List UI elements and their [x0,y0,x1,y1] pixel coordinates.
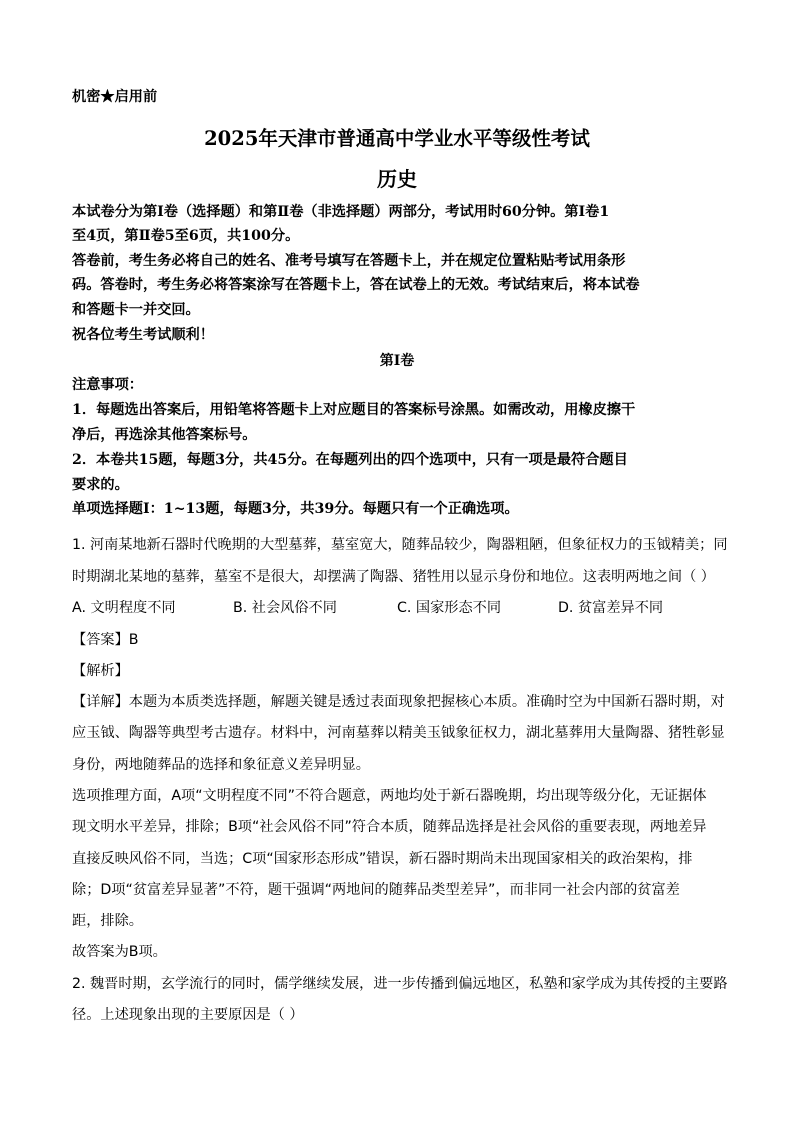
notice-title: 注意事项： [72,377,143,393]
q2-stem-line-1: 2. 魏晋时期，玄学流行的同时，儒学继续发展，进一步传播到偏远地区，私塾和家学成为其传授的主要路 [72,976,728,992]
intro-line-4: 码。答卷时，考生务必将答案涂写在答题卡上，答在试卷上的无效。考试结束后，将本试卷 [72,277,640,293]
single-choice-heading: 单项选择题Ⅰ：1~13题，每题3分，共39分。每题只有一个正确选项。 [72,501,519,517]
q1-conclusion: 故答案为B项。 [72,944,167,960]
intro-line-5: 和答题卡一并交回。 [72,302,200,318]
classification-label: 机密★启用前 [72,89,158,105]
section-title: 第Ⅰ卷 [379,353,415,369]
intro-line-1: 本试卷分为第Ⅰ卷（选择题）和第Ⅱ卷（非选择题）两部分，考试用时60分钟。第Ⅰ卷1 [72,204,610,220]
q1-option-b: B. 社会风俗不同 [233,600,337,616]
notice-1-line-2: 净后，再选涂其他答案标号。 [72,427,257,443]
q1-stem-line-2: 时期湖北某地的墓葬，墓室不是很大，却摆满了陶器、猪牲用以显示身份和地位。这表明两地之间（ ） [72,569,715,585]
q1-option-a: A. 文明程度不同 [72,600,176,616]
q1-detail-line-2: 应玉钺、陶器等典型考古遗存。材料中，河南墓葬以精美玉钺象征权力，湖北墓葬用大量陶器、猪牲彰显 [72,725,725,741]
q1-detail-line-8: 距，排除。 [72,913,143,929]
notice-1-line-1: 1．每题选出答案后，用铅笔将答题卡上对应题目的答案标号涂黑。如需改动，用橡皮擦干 [72,402,636,418]
exam-title: 2025年天津市普通高中学业水平等级性考试 [204,127,590,150]
q1-detail-line-6: 直接反映风俗不同，当选；C项“国家形态形成”错误，新石器时期尚未出现国家相关的政治架构，排 [72,851,693,867]
q1-detail-line-4: 选项推理方面，A项“文明程度不同”不符合题意，两地均处于新石器晚期，均出现等级分化，无证据体 [72,788,707,804]
q1-detail-line-5: 现文明水平差异，排除；B项“社会风俗不同”符合本质，随葬品选择是社会风俗的重要表现，两地差异 [72,819,707,835]
subject-title: 历史 [377,167,417,191]
q1-option-d: D. 贫富差异不同 [558,600,664,616]
q1-answer: 【答案】B [72,632,139,648]
q1-options [72,597,732,619]
intro-line-6: 祝各位考生考试顺利！ [72,327,214,343]
q1-detail-line-3: 身份，两地随葬品的选择和象征意义差异明显。 [72,757,370,773]
notice-2-line-1: 2．本卷共15题，每题3分，共45分。在每题列出的四个选项中，只有一项是最符合题目 [72,452,628,468]
q1-option-c: C. 国家形态不同 [397,600,502,616]
intro-line-3: 答卷前，考生务必将自己的姓名、准考号填写在答题卡上，并在规定位置粘贴考试用条形 [72,253,626,269]
q1-stem-line-1: 1. 河南某地新石器时代晚期的大型墓葬，墓室宽大，随葬品较少，陶器粗陋，但象征权力的玉钺精美；同 [72,537,728,553]
notice-2-line-2: 要求的。 [72,477,129,493]
q1-detail-line-1: 【详解】本题为本质类选择题，解题关键是透过表面现象把握核心本质。准确时空为中国新石器时期，对 [72,694,725,710]
q1-detail-line-7: 除；D项“贫富差异显著”不符，题干强调“两地间的随葬品类型差异”，而非同一社会内部的贫富差 [72,882,680,898]
q2-stem-line-2: 径。上述现象出现的主要原因是（ ） [72,1007,304,1023]
q1-analysis-label: 【解析】 [72,663,129,679]
intro-line-2: 至4页，第Ⅱ卷5至6页，共100分。 [72,228,300,244]
